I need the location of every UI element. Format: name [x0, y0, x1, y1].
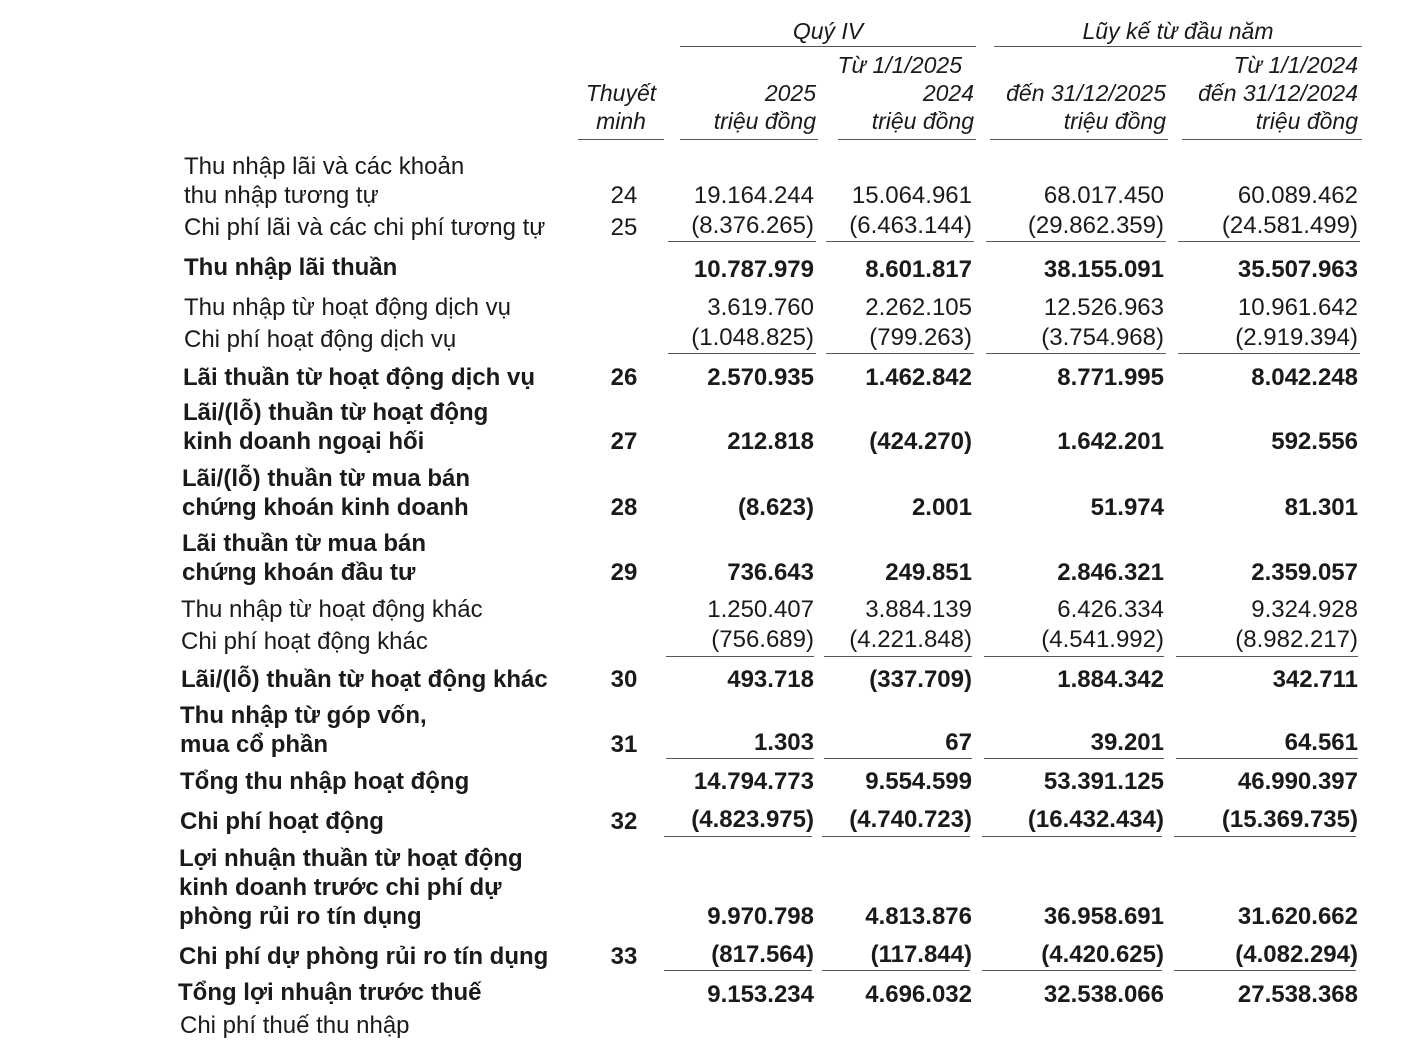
row-value-q2024: 3.884.139: [865, 596, 972, 623]
row-label: Lãi thuần từ hoạt động dịch vụ: [183, 364, 536, 391]
header-ytd-group: Lũy kế từ đầu năm: [1082, 18, 1274, 44]
row-note: 30: [610, 666, 638, 693]
subtotal-rule: [982, 970, 1162, 971]
row-value-ytd2025: (3.754.968): [1041, 324, 1164, 351]
row-value-q2024: 9.554.599: [865, 768, 972, 795]
row-value-q2025: 1.303: [753, 729, 814, 756]
cutoff-text: Chi phí thuế thu nhập: [180, 1012, 410, 1039]
row-label: Chi phí lãi và các chi phí tương tự: [184, 214, 546, 241]
row-label: Lãi/(lỗ) thuần từ hoạt động: [183, 399, 489, 426]
subtotal-rule: [824, 758, 972, 759]
row-value-q2024: 67: [945, 729, 972, 756]
row-value-ytd2024: (8.982.217): [1235, 626, 1358, 653]
row-value-ytd2024: 8.042.248: [1251, 364, 1358, 391]
row-value-q2025: 10.787.979: [693, 256, 814, 283]
row-value-ytd2024: 64.561: [1284, 729, 1358, 756]
row-label: Lãi thuần từ mua bán: [182, 530, 427, 557]
row-label: Lãi/(lỗ) thuần từ hoạt động khác: [181, 666, 548, 693]
subtotal-rule: [982, 836, 1162, 837]
header-rule: [680, 139, 818, 140]
row-value-q2024: 15.064.961: [851, 182, 972, 209]
row-value-ytd2025: 53.391.125: [1043, 768, 1164, 795]
row-value-q2025: (8.623): [737, 494, 814, 521]
row-label: Chi phí hoạt động khác: [181, 628, 428, 655]
row-value-q2024: 4.813.876: [865, 903, 972, 930]
cutoff-row-label: [180, 1012, 410, 1039]
row-value-q2024: 1.462.842: [865, 364, 972, 391]
row-value-ytd2025: (4.541.992): [1041, 626, 1164, 653]
subtotal-rule: [984, 758, 1164, 759]
row-label: mua cổ phần: [180, 731, 329, 758]
row-label: Tổng lợi nhuận trước thuế: [178, 979, 482, 1006]
subtotal-rule: [986, 241, 1166, 242]
row-label: Tổng thu nhập hoạt động: [180, 768, 470, 795]
header-note-line1: Thuyết: [585, 80, 657, 106]
row-value-ytd2025: 1.642.201: [1057, 428, 1164, 455]
header-ytd2024-line2: đến 31/12/2024: [1198, 80, 1358, 106]
subtotal-rule: [1174, 970, 1356, 971]
subtotal-rule: [1174, 836, 1356, 837]
row-value-ytd2024: 31.620.662: [1237, 903, 1358, 930]
subtotal-rule: [664, 836, 812, 837]
row-note: 29: [610, 559, 638, 586]
row-value-ytd2025: 36.958.691: [1043, 903, 1164, 930]
header-ytd2024-unit: triệu đồng: [1255, 108, 1358, 134]
row-value-q2024: (424.270): [869, 428, 972, 455]
row-value-q2024: 2.001: [911, 494, 972, 521]
subtotal-rule: [1176, 656, 1358, 657]
row-note: 25: [610, 214, 638, 241]
row-value-ytd2025: 2.846.321: [1057, 559, 1164, 586]
row-note: 33: [610, 943, 638, 970]
row-value-ytd2025: 68.017.450: [1043, 182, 1164, 209]
subtotal-rule: [986, 353, 1166, 354]
header-rule: [838, 139, 976, 140]
row-label: thu nhập tương tự: [184, 182, 379, 209]
subtotal-rule: [826, 241, 974, 242]
row-value-ytd2025: 32.538.066: [1043, 981, 1164, 1008]
row-value-ytd2025: 51.974: [1090, 494, 1164, 521]
header-quarter-group: Quý IV: [792, 18, 864, 44]
subtotal-rule: [822, 970, 970, 971]
row-label: Lợi nhuận thuần từ hoạt động: [179, 845, 523, 872]
row-value-q2025: (756.689): [711, 626, 814, 653]
header-2025-year: 2025: [764, 80, 816, 106]
row-value-ytd2025: (29.862.359): [1027, 212, 1164, 239]
row-label: chứng khoán đầu tư: [182, 559, 416, 586]
header-ytd2025-line2: đến 31/12/2025: [1006, 80, 1166, 106]
row-value-ytd2024: 9.324.928: [1251, 596, 1358, 623]
row-label: Thu nhập từ hoạt động dịch vụ: [184, 294, 511, 321]
header-quarter-rule: [680, 46, 976, 47]
header-ytd-rule: [994, 46, 1362, 47]
row-value-q2025: 493.718: [727, 666, 814, 693]
row-value-ytd2025: 38.155.091: [1043, 256, 1164, 283]
row-value-q2025: 9.970.798: [707, 903, 814, 930]
row-value-ytd2025: 12.526.963: [1043, 294, 1164, 321]
row-label: Thu nhập lãi và các khoản: [184, 153, 465, 180]
row-note: 24: [610, 182, 638, 209]
row-value-ytd2024: (24.581.499): [1221, 212, 1358, 239]
row-value-q2025: 2.570.935: [707, 364, 814, 391]
row-label: Thu nhập từ hoạt động khác: [181, 596, 483, 623]
subtotal-rule: [826, 353, 974, 354]
row-value-q2024: 249.851: [885, 559, 972, 586]
row-value-ytd2024: (4.082.294): [1235, 941, 1358, 968]
row-value-q2025: (4.823.975): [691, 806, 814, 833]
header-ytd2024-line1: Từ 1/1/2024: [1233, 52, 1358, 78]
header-rule: [1182, 139, 1362, 140]
row-value-ytd2025: (4.420.625): [1041, 941, 1164, 968]
subtotal-rule: [664, 970, 812, 971]
row-value-q2024: (337.709): [869, 666, 972, 693]
row-value-ytd2024: 10.961.642: [1237, 294, 1358, 321]
row-value-q2024: (4.740.723): [849, 806, 972, 833]
header-2024-year: 2024: [922, 80, 974, 106]
row-value-ytd2024: 592.556: [1271, 428, 1358, 455]
header-ytd2025-line1: Từ 1/1/2025: [837, 52, 962, 78]
row-value-q2024: (4.221.848): [849, 626, 972, 653]
row-value-q2025: 1.250.407: [707, 596, 814, 623]
row-value-ytd2024: 35.507.963: [1237, 256, 1358, 283]
row-value-ytd2025: 39.201: [1090, 729, 1164, 756]
row-label: Chi phí hoạt động dịch vụ: [184, 326, 457, 353]
row-value-ytd2025: 1.884.342: [1057, 666, 1164, 693]
row-value-q2025: 736.643: [727, 559, 814, 586]
row-label: phòng rủi ro tín dụng: [179, 903, 422, 930]
row-label: Chi phí hoạt động: [180, 808, 384, 835]
row-value-ytd2024: 81.301: [1284, 494, 1358, 521]
row-value-q2024: (117.844): [870, 941, 972, 968]
subtotal-rule: [1178, 353, 1360, 354]
row-label: Thu nhập từ góp vốn,: [180, 702, 427, 729]
row-note: 27: [610, 428, 638, 455]
row-value-q2025: 212.818: [727, 428, 814, 455]
row-value-q2025: 14.794.773: [693, 768, 814, 795]
row-value-q2024: (6.463.144): [849, 212, 972, 239]
row-value-q2025: (1.048.825): [691, 324, 814, 351]
row-note: 28: [610, 494, 638, 521]
row-value-ytd2025: (16.432.434): [1027, 806, 1164, 833]
subtotal-rule: [1176, 758, 1358, 759]
row-value-q2025: 3.619.760: [707, 294, 814, 321]
row-value-ytd2025: 6.426.334: [1057, 596, 1164, 623]
row-value-q2025: 19.164.244: [693, 182, 814, 209]
row-value-ytd2024: 342.711: [1272, 666, 1358, 693]
header-note-line2: minh: [596, 108, 646, 134]
header-ytd2025-unit: triệu đồng: [1063, 108, 1166, 134]
subtotal-rule: [668, 241, 816, 242]
row-value-ytd2025: 8.771.995: [1057, 364, 1164, 391]
header-2024-unit: triệu đồng: [871, 108, 974, 134]
subtotal-rule: [822, 836, 970, 837]
header-rule: [578, 139, 664, 140]
row-label: chứng khoán kinh doanh: [182, 494, 469, 521]
subtotal-rule: [824, 656, 972, 657]
subtotal-rule: [1178, 241, 1360, 242]
row-value-ytd2024: (15.369.735): [1221, 806, 1358, 833]
row-value-q2025: 9.153.234: [707, 981, 814, 1008]
subtotal-rule: [666, 758, 814, 759]
row-note: 26: [610, 364, 638, 391]
row-value-ytd2024: 27.538.368: [1237, 981, 1358, 1008]
subtotal-rule: [984, 656, 1164, 657]
row-value-ytd2024: 46.990.397: [1237, 768, 1358, 795]
row-value-q2024: 4.696.032: [865, 981, 972, 1008]
row-value-q2025: (817.564): [711, 941, 814, 968]
row-note: 32: [610, 808, 638, 835]
row-value-q2024: 2.262.105: [865, 294, 972, 321]
row-label: Lãi/(lỗ) thuần từ mua bán: [182, 465, 471, 492]
header-rule: [990, 139, 1168, 140]
row-value-ytd2024: 60.089.462: [1237, 182, 1358, 209]
row-value-ytd2024: (2.919.394): [1235, 324, 1358, 351]
row-label: kinh doanh trước chi phí dự: [179, 874, 502, 901]
row-label: kinh doanh ngoại hối: [183, 428, 425, 455]
row-value-q2025: (8.376.265): [691, 212, 814, 239]
row-note: 31: [610, 731, 638, 758]
row-value-q2024: (799.263): [869, 324, 972, 351]
header-2025-unit: triệu đồng: [713, 108, 816, 134]
row-value-q2024: 8.601.817: [865, 256, 972, 283]
subtotal-rule: [668, 353, 816, 354]
row-label: Chi phí dự phòng rủi ro tín dụng: [179, 943, 549, 970]
row-label: Thu nhập lãi thuần: [184, 254, 398, 281]
subtotal-rule: [666, 656, 814, 657]
row-value-ytd2024: 2.359.057: [1251, 559, 1358, 586]
